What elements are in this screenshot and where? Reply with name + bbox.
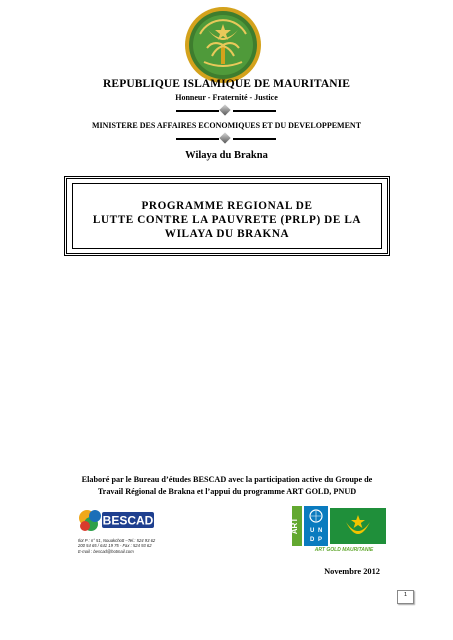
mauritania-flag-icon bbox=[330, 508, 386, 544]
undp-letter-p: P bbox=[318, 537, 323, 543]
bescad-phone: 200 54 65 / 641 19 75 - Fax : 524 93 62 bbox=[78, 543, 152, 549]
national-motto: Honneur - Fraternité - Justice bbox=[175, 93, 278, 102]
country-title: REPUBLIQUE ISLAMIQUE DE MAURITANIE bbox=[103, 78, 350, 90]
credits-line-1: Elaboré par le Bureau d’études BESCAD avec la participation active du Groupe de bbox=[81, 475, 373, 484]
wilaya-name: Wilaya du Brakna bbox=[185, 150, 268, 161]
artgold-caption: ART GOLD MAURITANIE bbox=[314, 547, 374, 553]
page-number-box bbox=[397, 590, 414, 604]
ministry-name: MINISTERE DES AFFAIRES ECONOMIQUES ET DU DEVELOPPEMENT bbox=[91, 121, 362, 130]
document-title bbox=[67, 199, 387, 241]
undp-letter-d: D bbox=[310, 537, 315, 543]
document-date: Novembre 2012 bbox=[324, 567, 380, 576]
national-seal-icon bbox=[180, 4, 266, 86]
title-line-3: WILAYA DU BRAKNA bbox=[164, 228, 290, 240]
credits-paragraph bbox=[44, 474, 410, 498]
bescad-contact bbox=[78, 538, 178, 554]
ornamental-divider bbox=[176, 134, 276, 144]
bescad-address: Ilot P : n° 51, Nouakchott –Tel.: 524 93 62 bbox=[78, 538, 156, 543]
ornamental-divider bbox=[176, 106, 276, 116]
diamond-icon bbox=[219, 132, 230, 143]
credits-line-2: Travail Régional de Brakna et l’appui du programme ART GOLD, PNUD bbox=[97, 487, 357, 496]
document-title-box bbox=[64, 176, 390, 256]
page-number: 1 bbox=[403, 592, 408, 598]
title-line-1: PROGRAMME REGIONAL DE bbox=[141, 200, 313, 212]
bescad-logo-text: BESCAD bbox=[102, 513, 154, 528]
diamond-icon bbox=[219, 104, 230, 115]
artgold-undp-logo bbox=[292, 506, 388, 552]
undp-letter-u: U bbox=[310, 528, 315, 534]
bescad-email: E-mail : bescad@hotmail.com bbox=[78, 548, 134, 554]
title-line-2: LUTTE CONTRE LA PAUVRETE (PRLP) DE LA bbox=[92, 214, 362, 226]
bescad-logo bbox=[78, 504, 156, 536]
art-vertical-text: ART bbox=[290, 517, 299, 535]
undp-letter-n: N bbox=[318, 528, 323, 534]
